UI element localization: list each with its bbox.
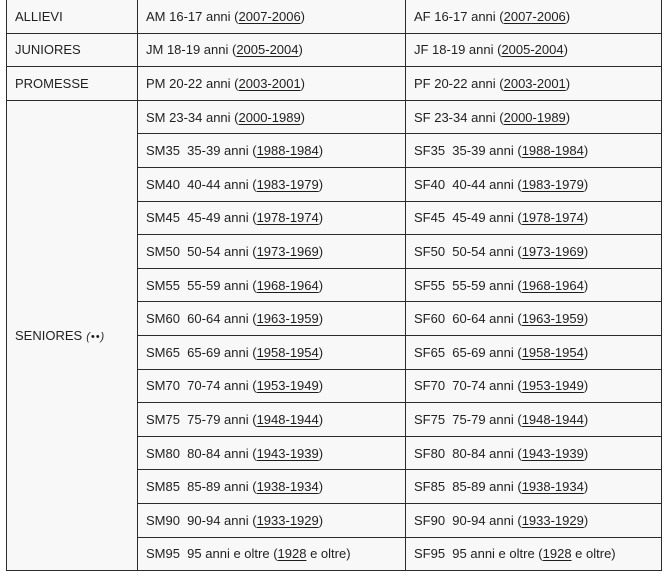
female-category-birth-years: 1988-1984: [521, 143, 584, 159]
female-category: [406, 134, 662, 168]
male-category-suffix: ): [318, 143, 324, 159]
female-category: [406, 369, 662, 403]
male-category-birth-years: 1943-1939: [256, 445, 319, 461]
female-category-suffix: ): [583, 344, 589, 360]
female-category: [406, 235, 662, 269]
female-category-birth-years: 2000-1989: [503, 109, 566, 125]
female-category-label: SF50 50-54 anni (: [414, 243, 522, 259]
female-category: [406, 0, 662, 33]
category-name: PROMESSE: [7, 67, 138, 101]
male-category-birth-years: 1963-1959: [256, 311, 319, 327]
seniores-label: SENIORES: [15, 327, 83, 343]
male-category-label: SM45 45-49 anni (: [146, 210, 257, 226]
female-category-suffix: ): [583, 210, 589, 226]
female-category-label: SF35 35-39 anni (: [414, 143, 522, 159]
male-category-birth-years: 1968-1964: [256, 277, 319, 293]
male-category-label: SM55 55-59 anni (: [146, 277, 257, 293]
female-category-label: SF75 75-79 anni (: [414, 411, 522, 427]
female-category-suffix: e oltre): [571, 546, 616, 562]
female-category-label: SF40 40-44 anni (: [414, 176, 522, 192]
male-category: [138, 503, 406, 537]
male-category: [138, 201, 406, 235]
seniores-footnote-marker: (••): [86, 330, 106, 343]
male-category-suffix: ): [318, 411, 324, 427]
female-category: [406, 201, 662, 235]
female-category-label: SF85 85-89 anni (: [414, 479, 522, 495]
female-category-birth-years: 1958-1954: [521, 344, 584, 360]
male-category-suffix: ): [318, 210, 324, 226]
female-category-birth-years: 1978-1974: [521, 210, 584, 226]
female-category-suffix: ): [583, 311, 589, 327]
male-category: [138, 537, 406, 571]
male-category: [138, 67, 406, 101]
table-row: [7, 100, 662, 134]
male-category: [138, 134, 406, 168]
male-category-label: SM65 65-69 anni (: [146, 344, 257, 360]
male-category: [138, 302, 406, 336]
female-category-suffix: ): [583, 512, 589, 528]
table-row: [7, 67, 662, 101]
male-category-suffix: ): [318, 311, 324, 327]
male-category: [138, 268, 406, 302]
male-category-birth-years: 1973-1969: [256, 243, 319, 259]
female-category: [406, 470, 662, 504]
male-category-label: SM70 70-74 anni (: [146, 378, 257, 394]
male-category-suffix: ): [318, 344, 324, 360]
female-category-label: SF 23-34 anni (: [414, 109, 504, 125]
male-category: [138, 0, 406, 33]
male-category-label: SM60 60-64 anni (: [146, 311, 257, 327]
female-category: [406, 335, 662, 369]
female-category-suffix: ): [583, 243, 589, 259]
female-category-suffix: ): [583, 411, 589, 427]
female-category-birth-years: 1983-1979: [521, 176, 584, 192]
category-table-body: [7, 0, 662, 571]
female-category-birth-years: 1973-1969: [521, 243, 584, 259]
female-category-suffix: ): [583, 277, 589, 293]
male-category-suffix: ): [300, 75, 306, 91]
female-category-suffix: ): [565, 109, 571, 125]
female-category-suffix: ): [583, 445, 589, 461]
female-category-label: AF 16-17 anni (: [414, 8, 504, 24]
male-category-label: JM 18-19 anni (: [146, 42, 237, 58]
male-category-label: SM50 50-54 anni (: [146, 243, 257, 259]
male-category-suffix: ): [318, 479, 324, 495]
male-category-birth-years: 1983-1979: [256, 176, 319, 192]
female-category-suffix: ): [583, 378, 589, 394]
male-category-birth-years: 2005-2004: [236, 42, 299, 58]
female-category-label: SF60 60-64 anni (: [414, 311, 522, 327]
female-category-birth-years: 1953-1949: [521, 378, 584, 394]
male-category-suffix: ): [318, 445, 324, 461]
male-category-birth-years: 2000-1989: [238, 109, 301, 125]
female-category-label: PF 20-22 anni (: [414, 75, 504, 91]
female-category: [406, 537, 662, 571]
male-category-birth-years: 1948-1944: [256, 411, 319, 427]
female-category-birth-years: 1968-1964: [521, 277, 584, 293]
male-category-label: SM35 35-39 anni (: [146, 143, 257, 159]
male-category: [138, 33, 406, 67]
male-category-suffix: e oltre): [306, 546, 351, 562]
male-category-birth-years: 1933-1929: [256, 512, 319, 528]
male-category-label: SM90 90-94 anni (: [146, 512, 257, 528]
female-category-label: SF45 45-49 anni (: [414, 210, 522, 226]
male-category: [138, 100, 406, 134]
male-category-suffix: ): [318, 277, 324, 293]
female-category-label: JF 18-19 anni (: [414, 42, 502, 58]
female-category-birth-years: 2007-2006: [503, 8, 566, 24]
female-category: [406, 67, 662, 101]
male-category-birth-years: 1938-1934: [256, 479, 319, 495]
male-category-label: SM 23-34 anni (: [146, 109, 239, 125]
male-category-suffix: ): [298, 42, 303, 58]
male-category-suffix: ): [318, 512, 324, 528]
female-category: [406, 403, 662, 437]
male-category-label: SM75 75-79 anni (: [146, 411, 257, 427]
male-category: [138, 436, 406, 470]
male-category-suffix: ): [318, 243, 324, 259]
male-category: [138, 470, 406, 504]
female-category: [406, 100, 662, 134]
category-table: [6, 0, 662, 571]
male-category-birth-years: 1988-1984: [256, 143, 319, 159]
table-row: [7, 0, 662, 33]
male-category: [138, 403, 406, 437]
female-category: [406, 33, 662, 67]
male-category-suffix: ): [318, 378, 324, 394]
female-category: [406, 167, 662, 201]
male-category-label: SM40 40-44 anni (: [146, 176, 257, 192]
table-row: [7, 33, 662, 67]
female-category-birth-years: 2005-2004: [501, 42, 564, 58]
male-category-label: SM95 95 anni e oltre (: [146, 546, 278, 562]
male-category-suffix: ): [318, 176, 324, 192]
male-category: [138, 335, 406, 369]
male-category: [138, 167, 406, 201]
male-category-label: PM 20-22 anni (: [146, 75, 239, 91]
category-name: JUNIORES: [7, 33, 138, 67]
female-category-birth-years: 1948-1944: [521, 411, 584, 427]
male-category-birth-years: 1978-1974: [256, 210, 319, 226]
female-category-suffix: ): [583, 176, 589, 192]
male-category: [138, 235, 406, 269]
male-category-label: AM 16-17 anni (: [146, 8, 239, 24]
male-category-birth-years: 1953-1949: [256, 378, 319, 394]
male-category-birth-years: 2003-2001: [238, 75, 301, 91]
female-category-birth-years: 1928: [542, 546, 572, 562]
male-category: [138, 369, 406, 403]
female-category-birth-years: 1943-1939: [521, 445, 584, 461]
female-category: [406, 302, 662, 336]
male-category-birth-years: 2007-2006: [238, 8, 301, 24]
female-category: [406, 503, 662, 537]
category-name: ALLIEVI: [7, 0, 138, 33]
female-category-suffix: ): [565, 8, 571, 24]
male-category-label: SM85 85-89 anni (: [146, 479, 257, 495]
female-category-suffix: ): [565, 75, 571, 91]
male-category-birth-years: 1928: [277, 546, 307, 562]
female-category-label: SF70 70-74 anni (: [414, 378, 522, 394]
male-category-birth-years: 1958-1954: [256, 344, 319, 360]
female-category-birth-years: 1963-1959: [521, 311, 584, 327]
female-category-birth-years: 1933-1929: [521, 512, 584, 528]
female-category-birth-years: 1938-1934: [521, 479, 584, 495]
female-category-label: SF55 55-59 anni (: [414, 277, 522, 293]
female-category-label: SF65 65-69 anni (: [414, 344, 522, 360]
female-category-label: SF95 95 anni e oltre (: [414, 546, 543, 562]
category-name-seniores: [7, 100, 138, 570]
female-category-label: SF90 90-94 anni (: [414, 512, 522, 528]
female-category: [406, 268, 662, 302]
female-category-label: SF80 80-84 anni (: [414, 445, 522, 461]
male-category-label: SM80 80-84 anni (: [146, 445, 257, 461]
female-category-suffix: ): [583, 143, 589, 159]
male-category-suffix: ): [300, 8, 306, 24]
female-category-suffix: ): [563, 42, 568, 58]
male-category-suffix: ): [300, 109, 306, 125]
female-category-suffix: ): [583, 479, 589, 495]
female-category-birth-years: 2003-2001: [503, 75, 566, 91]
female-category: [406, 436, 662, 470]
